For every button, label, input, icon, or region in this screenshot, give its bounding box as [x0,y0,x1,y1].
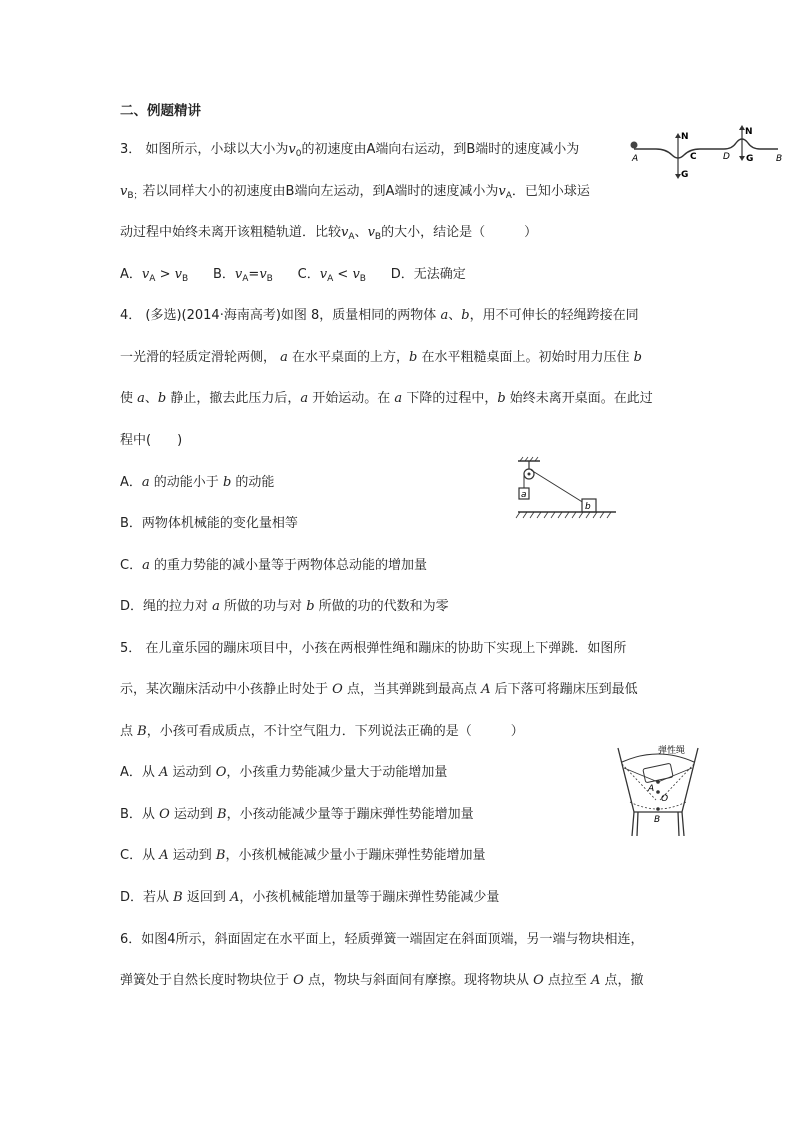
q3-option-a: A．$v_A > v_B$ [120,267,189,284]
q3-line-1: 3． 如图所示，小球以大小为$v_0$的初速度由A端向右运动，到B端时的速度减小为 [120,142,580,159]
svg-text:b: b [585,502,591,512]
q3-track-figure [628,125,788,185]
q4-option-c: C．a 的重力势能的减小量等于两物体总动能的增加量 [120,558,427,573]
q5-option-b: B．从 O 运动到 B，小孩动能减少量等于蹦床弹性势能增加量 [120,807,474,822]
q3-option-c: C．$v_A < v_B$ [297,267,366,284]
svg-text:G: G [746,154,754,164]
section-title: 二、例题精讲 [120,103,201,119]
q5-trampoline-figure [612,742,704,842]
q3-options [120,266,466,288]
svg-text:N: N [745,127,753,137]
svg-text:G: G [681,170,689,180]
q5-option-c: C．从 A 运动到 B，小孩机械能减少量小于蹦床弹性势能增加量 [120,848,486,863]
svg-text:D: D [723,152,730,162]
q4-pulley-figure [510,455,620,523]
svg-text:A: A [648,784,655,794]
q6-line-2: 弹簧处于自然长度时物块位于 O 点，物块与斜面间有摩擦。现将物块从 O 点拉至 A 点，撤 [120,973,644,988]
svg-text:C: C [690,152,697,162]
svg-text:弹性绳: 弹性绳 [658,746,686,756]
q4-option-d: D．绳的拉力对 a 所做的功与对 b 所做的功的代数和为零 [120,599,449,614]
svg-text:N: N [681,132,689,142]
ball-icon [631,142,638,149]
q5-option-a: A．从 A 运动到 O，小孩重力势能减少量大于动能增加量 [120,765,448,780]
q5-line-1: 5． 在儿童乐园的蹦床项目中，小孩在两根弹性绳和蹦床的协助下实现上下弹跳．如图所 [120,641,627,656]
q4-line-4: 程中( ) [120,433,183,448]
q4-option-a: A．a 的动能小于 b 的动能 [120,475,275,490]
svg-text:A: A [632,154,639,164]
svg-text:B: B [776,154,783,164]
q4-option-b: B．两物体机械能的变化量相等 [120,516,298,531]
svg-text:a: a [521,490,527,500]
q4-line-3: 使 a、b 静止，撤去此压力后，a 开始运动。在 a 下降的过程中，b 始终未离开桌面。在此过 [120,391,653,406]
q6-line-1: 6．如图4所示，斜面固定在水平面上，轻质弹簧一端固定在斜面顶端，另一端与物块相连， [120,932,644,947]
q3-option-d: D．无法确定 [390,267,466,282]
q3-line-2: $v_{B;}$若以同样大小的初速度由B端向左运动，到A端时的速度减小为$v_A$．已知小球运 [120,184,590,201]
q5-line-2: 示，某次蹦床活动中小孩静止时处于 O 点，当其弹跳到最高点 A 后下落可将蹦床压到最低 [120,682,638,697]
q3-option-b: B．$v_A=v_B$ [212,267,273,284]
q3-line-3: 动过程中始终未离开该粗糙轨道．比较$v_A$、$v_B$的大小，结论是（ ） [120,225,538,242]
q5-option-d: D．若从 B 返回到 A，小孩机械能增加量等于蹦床弹性势能减少量 [120,890,500,905]
q4-line-2: 一光滑的轻质定滑轮两侧， a 在水平桌面的上方，b 在水平粗糙桌面上。初始时用力压住 b [120,350,642,365]
svg-text:B: B [654,815,661,825]
q4-line-1: 4． (多选)(2014·海南高考)如图 8，质量相同的两物体 a、b，用不可伸长的轻绳跨接在同 [120,308,639,323]
q5-line-3: 点 B，小孩可看成质点，不计空气阻力．下列说法正确的是（ ） [120,724,524,739]
svg-text:O: O [661,794,669,804]
